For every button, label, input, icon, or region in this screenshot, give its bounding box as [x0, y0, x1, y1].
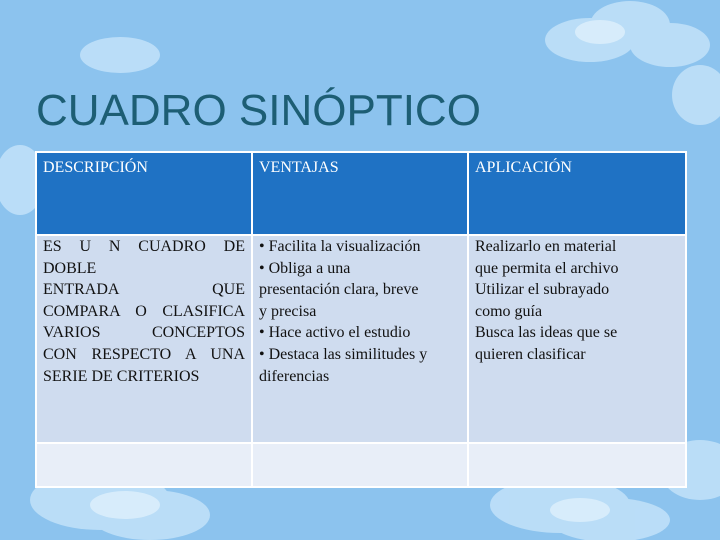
aplicacion-line: Busca las ideas que se — [475, 324, 618, 342]
descripcion-line: ES U N CUADRO DE — [43, 238, 245, 255]
ventajas-line: presentación clara, breve — [259, 281, 419, 299]
descripcion-line: DOBLE — [43, 259, 97, 277]
descripcion-line: COMPARA O CLASIFICA — [43, 302, 245, 320]
ventajas-line: • Hace activo el estudio — [259, 324, 411, 342]
cell-aplicacion — [468, 235, 686, 443]
ventajas-line: y precisa — [259, 302, 317, 320]
aplicacion-line: Realizarlo en material — [475, 238, 617, 255]
content-row — [36, 235, 686, 443]
aplicacion-line: Utilizar el subrayado — [475, 281, 610, 299]
slide-title: CUADRO SINÓPTICO — [36, 86, 481, 135]
ventajas-line: • Obliga a una — [259, 259, 351, 277]
aplicacion-line: que permita el archivo — [475, 259, 619, 277]
descripcion-line: SERIE DE CRITERIOS — [43, 367, 200, 385]
descripcion-line: VARIOS CONCEPTOS — [43, 324, 245, 342]
aplicacion-line: como guía — [475, 302, 543, 320]
aplicacion-line: quieren clasificar — [475, 345, 586, 363]
descripcion-line: CON RESPECTO A UNA — [43, 345, 245, 363]
header-row — [36, 152, 686, 235]
synoptic-table — [35, 151, 687, 488]
cell-descripcion — [36, 235, 252, 443]
ventajas-line: • Destaca las similitudes y — [259, 345, 428, 363]
header-aplicacion: APLICACIÓN — [468, 152, 686, 235]
empty-row — [36, 443, 686, 487]
ventajas-line: diferencias — [259, 367, 330, 385]
ventajas-line: • Facilita la visualización — [259, 238, 421, 255]
header-descripcion: DESCRIPCIÓN — [36, 152, 252, 235]
empty-cell — [36, 443, 252, 487]
descripcion-line: ENTRADA QUE — [43, 281, 245, 299]
empty-cell — [252, 443, 468, 487]
header-ventajas: VENTAJAS — [252, 152, 468, 235]
cell-ventajas — [252, 235, 468, 443]
empty-cell — [468, 443, 686, 487]
